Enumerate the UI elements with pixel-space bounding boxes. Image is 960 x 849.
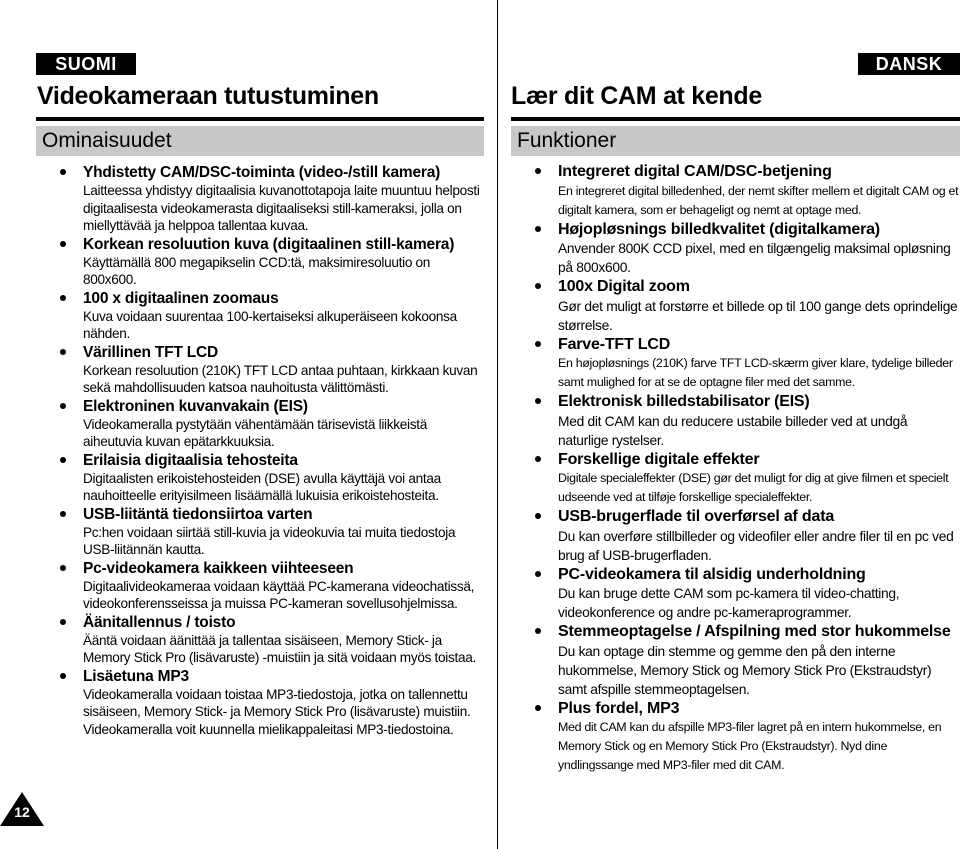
- bullet-icon: [60, 169, 66, 175]
- bullet-icon: [60, 349, 66, 355]
- language-badge-dansk: DANSK: [858, 53, 960, 75]
- item-description: Anvender 800K CCD pixel, med en tilgængelig maksimal opløsning på 800x600.: [558, 241, 951, 275]
- bullet-icon: [60, 403, 66, 409]
- list-item: [60, 613, 484, 667]
- item-description: En integreret digital billedenhed, der nemt skifter mellem et digitalt CAM og et digitalt kamera, som er behageligt og nemt at optage med.: [558, 183, 959, 217]
- item-description: Gør det muligt at forstørre et billede op til 100 gange dets oprindelige størrelse.: [558, 298, 958, 333]
- item-title: PC-videokamera til alsidig underholdning: [558, 565, 866, 583]
- item-description: Käyttämällä 800 megapikselin CCD:tä, maksimiresoluutio on 800x600.: [83, 254, 431, 287]
- item-title: Pc-videokamera kaikkeen viihteeseen: [83, 559, 354, 577]
- feature-list-fi: [60, 163, 484, 738]
- item-title: 100 x digitaalinen zoomaus: [83, 289, 279, 307]
- item-description: Kuva voidaan suurentaa 100-kertaiseksi alkuperäiseen kokoonsa nähden.: [83, 308, 457, 341]
- item-title: Forskellige digitale effekter: [558, 450, 760, 468]
- list-item: [60, 559, 484, 613]
- item-description: Med dit CAM kan du afspille MP3-filer lagret på en intern hukommelse, en Memory Stick og en Memory Stick Pro (Ekstraudstyr). Nyd dine yndlingssange med MP3-filer med dit CAM.: [558, 720, 942, 772]
- list-item: [535, 699, 960, 776]
- section-heading-fi: Ominaisuudet: [36, 126, 484, 156]
- list-item: [535, 565, 960, 623]
- list-item: [535, 507, 960, 565]
- item-title: Integreret digital CAM/DSC-betjening: [558, 163, 832, 180]
- bullet-icon: [60, 241, 66, 247]
- list-item: [535, 277, 960, 335]
- item-description: Digitale specialeffekter (DSE) gør det muligt for dig at give filmen et specielt udseende ved at tilføje forskellige specialeffekter.: [558, 471, 949, 504]
- page-title-da: Lær dit CAM at kende: [511, 82, 762, 110]
- item-title: Højopløsnings billedkvalitet (digitalkamera): [558, 220, 880, 238]
- item-title: Elektroninen kuvanvakain (EIS): [83, 397, 308, 415]
- item-description: Digitaalisten erikoistehosteiden (DSE) avulla käyttäjä voi antaa nauhoitteelle erityisilmeen lisäämällä lukuisia erikoistehosteita.: [83, 470, 441, 503]
- bullet-icon: [535, 283, 541, 289]
- bullet-icon: [535, 398, 541, 404]
- item-title: Elektronisk billedstabilisator (EIS): [558, 393, 810, 410]
- list-item: [535, 335, 960, 393]
- list-item: [60, 343, 484, 397]
- item-title: Äänitallennus / toisto: [83, 613, 236, 631]
- list-item: [535, 162, 960, 220]
- item-description: Videokameralla pystytään vähentämään tärisevistä liikkeistä aiheutuvia kuvan epätarkkuuksia.: [83, 416, 427, 449]
- list-item: [60, 505, 484, 559]
- list-item: [60, 163, 484, 235]
- item-title: Plus fordel, MP3: [558, 699, 680, 717]
- item-description: Laitteessa yhdistyy digitaalisia kuvanottotapoja laite muuntuu helposti digitaalisesta videokamerasta digitaaliseksi still-kameraksi, jolla on miellyttävää ja helppoa tallentaa kuvaa.: [83, 183, 480, 233]
- item-description: Korkean resoluution (210K) TFT LCD antaa puhtaan, kirkkaan kuvan sekä mahdollisuuden katsoa nauhoitusta välittömästi.: [83, 362, 478, 395]
- item-description: Pc:hen voidaan siirtää still-kuvia ja videokuvia tai muita tiedostoja USB-liitännän kautta.: [83, 524, 456, 557]
- item-description: En højopløsnings (210K) farve TFT LCD-skærm giver klare, tydelige billeder samt mulighed for at se de optagne filer med det samme.: [558, 356, 953, 389]
- item-description: Videokameralla voidaan toistaa MP3-tiedostoja, jotka on tallennettu sisäiseen, Memory Stick- ja Memory Stick Pro (lisävaruste) muistiin.: [83, 686, 471, 719]
- bullet-icon: [60, 457, 66, 463]
- bullet-icon: [535, 341, 541, 347]
- item-description: Du kan optage din stemme og gemme den på den interne hukommelse, Memory Stick og Memory Stick Pro (Ekstraudstyr) samt afspille stemmeoptagelsen.: [558, 643, 932, 697]
- section-heading-da: Funktioner: [511, 126, 960, 156]
- bullet-icon: [60, 295, 66, 301]
- bullet-icon: [535, 168, 541, 174]
- item-title: Stemmeoptagelse / Afspilning med stor hukommelse: [558, 623, 951, 640]
- bullet-icon: [60, 673, 66, 679]
- item-title: USB-liitäntä tiedonsiirtoa varten: [83, 505, 313, 523]
- page-number-tab: [0, 790, 44, 826]
- item-description: Du kan bruge dette CAM som pc-kamera til video-chatting, videokonference og andre pc-kameraprogrammer.: [558, 586, 900, 620]
- item-title: Yhdistetty CAM/DSC-toiminta (video-/still kamera): [83, 164, 441, 181]
- list-item: [60, 289, 484, 343]
- item-title: Farve-TFT LCD: [558, 335, 671, 353]
- item-description: Du kan overføre stillbilleder og videofiler eller andre filer til en pc ved brug af USB-brugerfladen.: [558, 528, 954, 563]
- item-title: 100x Digital zoom: [558, 278, 690, 295]
- list-item: [60, 451, 484, 505]
- header-rule-da: [511, 117, 960, 121]
- page-number: 12: [14, 804, 30, 820]
- language-badge-suomi: SUOMI: [36, 53, 136, 75]
- bullet-icon: [535, 226, 541, 232]
- bullet-icon: [535, 513, 541, 519]
- column-divider: [497, 0, 498, 849]
- list-item: [535, 220, 960, 278]
- item-title: Erilaisia digitaalisia tehosteita: [83, 451, 298, 469]
- item-title: Korkean resoluution kuva (digitaalinen still-kamera): [83, 235, 455, 253]
- bullet-icon: [60, 511, 66, 517]
- bullet-icon: [60, 619, 66, 625]
- item-description: Med dit CAM kan du reducere ustabile billeder ved at undgå naturlige rystelser.: [558, 413, 908, 448]
- list-item: [60, 667, 484, 739]
- header-rule-fi: [36, 117, 484, 121]
- item-title: Värillinen TFT LCD: [83, 343, 219, 361]
- feature-list-da: [535, 162, 960, 775]
- item-description: Digitaalivideokameraa voidaan käyttää PC-kamerana videochatissä, videokonferensseissa ja muissa PC-kameran sovellusohjelmissa.: [83, 578, 475, 611]
- list-item: [535, 622, 960, 699]
- bullet-icon: [535, 571, 541, 577]
- item-title: Lisäetuna MP3: [83, 667, 189, 685]
- list-item: [535, 450, 960, 508]
- page-title-fi: Videokameraan tutustuminen: [37, 82, 379, 110]
- bullet-icon: [60, 565, 66, 571]
- bullet-icon: [535, 705, 541, 711]
- list-item: [60, 235, 484, 289]
- bullet-icon: [535, 456, 541, 462]
- list-item: [535, 392, 960, 450]
- item-description: Ääntä voidaan äänittää ja tallentaa sisäiseen, Memory Stick- ja Memory Stick Pro (lisävaruste) -muistiin ja sitä voidaan myös toistaa.: [83, 632, 476, 665]
- bullet-icon: [535, 628, 541, 634]
- item-title: USB-brugerflade til overførsel af data: [558, 508, 835, 525]
- list-item: [60, 397, 484, 451]
- item-extra-line: Videokameralla voit kuunnella mielikappaleitasi MP3-tiedostoina.: [83, 721, 454, 737]
